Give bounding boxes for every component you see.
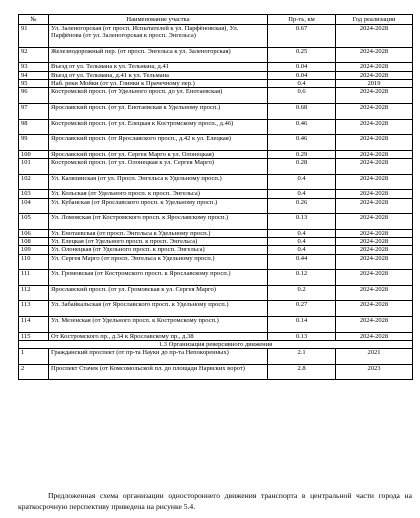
row-length: 0.13 bbox=[268, 332, 336, 340]
table-row bbox=[19, 332, 413, 340]
row-number: 96 bbox=[19, 88, 49, 104]
row-number: 100 bbox=[19, 150, 49, 158]
table-row bbox=[19, 229, 413, 237]
row-length: 0.04 bbox=[268, 71, 336, 79]
row-name: Ул. Калязинская (от ул. Просп. Энгельса к Удельному просп.) bbox=[49, 174, 268, 190]
row-number: 2 bbox=[19, 364, 49, 380]
table-row bbox=[19, 246, 413, 254]
header-year: Год реализации bbox=[336, 15, 413, 25]
header-num: № bbox=[19, 15, 49, 25]
row-number: 94 bbox=[19, 71, 49, 79]
table-row bbox=[19, 238, 413, 246]
row-name: Ул. Сергея Марго (от просп. Энгельса к Удельному просп.) bbox=[49, 254, 268, 270]
row-year: 2024-2028 bbox=[336, 159, 413, 175]
table-row bbox=[19, 190, 413, 198]
row-length: 0.26 bbox=[268, 198, 336, 214]
table-body-reverse bbox=[19, 349, 413, 380]
row-name: Ул. Кольская (от Удельного просп. к просп. Энгельса) bbox=[49, 190, 268, 198]
caption-paragraph bbox=[18, 490, 412, 512]
table-row bbox=[19, 150, 413, 158]
row-name: Въезд от ул. Тельмана, д.41 к ул. Тельмана bbox=[49, 71, 268, 79]
row-name: Ул. Елецкая (от Удельного просп. к просп. Энгельса) bbox=[49, 238, 268, 246]
row-number: 95 bbox=[19, 80, 49, 88]
row-number: 93 bbox=[19, 63, 49, 71]
row-year: 2024-2028 bbox=[336, 229, 413, 237]
row-length: 0.4 bbox=[268, 190, 336, 198]
row-year: 2024-2028 bbox=[336, 316, 413, 332]
table-row bbox=[19, 270, 413, 286]
row-number: 112 bbox=[19, 285, 49, 301]
row-year: 2024-2028 bbox=[336, 301, 413, 317]
section-title: 1.3 Организация реверсивного движения bbox=[19, 340, 413, 348]
row-year: 2024-2028 bbox=[336, 103, 413, 119]
row-year: 2021 bbox=[336, 349, 413, 365]
row-length: 0.25 bbox=[268, 47, 336, 63]
table-row bbox=[19, 71, 413, 79]
row-length: 0.67 bbox=[268, 25, 336, 48]
row-number: 106 bbox=[19, 229, 49, 237]
row-name: Железнодорожный пер. (от просп. Энгельса к ул. Заленогорская) bbox=[49, 47, 268, 63]
row-year: 2024-2028 bbox=[336, 246, 413, 254]
row-number: 99 bbox=[19, 135, 49, 151]
table-row bbox=[19, 316, 413, 332]
row-length: 0.04 bbox=[268, 63, 336, 71]
row-year: 2024-2028 bbox=[336, 119, 413, 135]
row-length: 0.4 bbox=[268, 229, 336, 237]
row-name: Гражданский проспект (от пр-та Науки до пр-та Непокоренных) bbox=[49, 349, 268, 365]
table-row bbox=[19, 135, 413, 151]
caption-text: Предложенная схема организации одностороннего движения транспорта в центральной части города на краткосрочную перспективу приведена на рисунке 5.4. bbox=[18, 491, 412, 511]
row-number: 108 bbox=[19, 238, 49, 246]
row-name: Ярославский просп. (от Ярославского просп., д.42 к ул. Елецкая) bbox=[49, 135, 268, 151]
row-year: 2024-2028 bbox=[336, 88, 413, 104]
row-year: 2024-2028 bbox=[336, 285, 413, 301]
row-name: Ул. Олонецкая (от Удельного просп. к просп. Энгельса) bbox=[49, 246, 268, 254]
section-header bbox=[19, 340, 413, 348]
row-year: 2024-2028 bbox=[336, 150, 413, 158]
row-name: Проспект Стачек (от Комсомольской пл. до площади Нарвских ворот) bbox=[49, 364, 268, 380]
row-name: Ул. Енотаевская (от просп. Энгельса к Удельному просп.) bbox=[49, 229, 268, 237]
table-row bbox=[19, 25, 413, 48]
table-row bbox=[19, 174, 413, 190]
row-length: 2.1 bbox=[268, 349, 336, 365]
table-row bbox=[19, 119, 413, 135]
row-number: 1 bbox=[19, 349, 49, 365]
row-length: 0.68 bbox=[268, 103, 336, 119]
row-length: 0.12 bbox=[268, 270, 336, 286]
row-length: 0.6 bbox=[268, 88, 336, 104]
row-length: 0.28 bbox=[268, 159, 336, 175]
row-year: 2024-2028 bbox=[336, 214, 413, 230]
table-row bbox=[19, 254, 413, 270]
row-year: 2019 bbox=[336, 80, 413, 88]
row-year: 2024-2028 bbox=[336, 71, 413, 79]
row-number: 104 bbox=[19, 198, 49, 214]
table-row bbox=[19, 63, 413, 71]
row-number: 98 bbox=[19, 119, 49, 135]
row-number: 105 bbox=[19, 214, 49, 230]
table-body bbox=[19, 25, 413, 341]
row-name: От Костромского пр., д.34 к Ярославскому пр., д.38 bbox=[49, 332, 268, 340]
row-number: 115 bbox=[19, 332, 49, 340]
road-sections-table bbox=[18, 14, 413, 380]
row-name: Въезд от ул. Тельмана к ул. Тельмана, д.41 bbox=[49, 63, 268, 71]
table-row bbox=[19, 80, 413, 88]
table-row bbox=[19, 103, 413, 119]
row-name: Костромской просп. (от ул. Елецкая к Костромскому просп., д.46) bbox=[49, 119, 268, 135]
row-number: 91 bbox=[19, 25, 49, 48]
row-name: Ул. Мезенская (от Удельного просп. к Костромскому просп.) bbox=[49, 316, 268, 332]
row-number: 109 bbox=[19, 246, 49, 254]
row-name: Костромской просп. (от ул. Олонецкая к ул. Сергея Марго) bbox=[49, 159, 268, 175]
row-name: Ул. Громовская (от Костромского просп. к Ярославскому просп.) bbox=[49, 270, 268, 286]
row-name: Ул. Забайкальская (от Ярославского просп. к Удельному просп.) bbox=[49, 301, 268, 317]
row-length: 2.8 bbox=[268, 364, 336, 380]
row-number: 102 bbox=[19, 174, 49, 190]
row-year: 2024-2028 bbox=[336, 25, 413, 48]
row-name: Ярославский просп. (от ул. Громовская к ул. Сергея Марго) bbox=[49, 285, 268, 301]
table-row bbox=[19, 47, 413, 63]
row-length: 0.4 bbox=[268, 174, 336, 190]
row-name: Ярославский просп. (от ул. Енотаевская к Удельному просп.) bbox=[49, 103, 268, 119]
row-year: 2024-2028 bbox=[336, 254, 413, 270]
row-year: 2023 bbox=[336, 364, 413, 380]
row-year: 2024-2028 bbox=[336, 174, 413, 190]
row-name: Ул. Ломовская (от Костромского просп. к Ярославскому просп.) bbox=[49, 214, 268, 230]
row-length: 0.27 bbox=[268, 301, 336, 317]
table-row bbox=[19, 364, 413, 380]
row-year: 2024-2028 bbox=[336, 63, 413, 71]
row-name: Ул. Кубанская (от Ярославского просп. к Удельному просп.) bbox=[49, 198, 268, 214]
table-header-row bbox=[19, 15, 413, 25]
row-name: Костромской просп. (от Удельного просп. до ул. Енотаевская) bbox=[49, 88, 268, 104]
row-year: 2024-2028 bbox=[336, 47, 413, 63]
row-name: Ул. Заленогорская (от просп. Испытателей к ул. Парфёновская), Ул. Парфёнова (от ул. Заленогорская к просп. Энгельса) bbox=[49, 25, 268, 48]
row-length: 0.44 bbox=[268, 254, 336, 270]
table-row bbox=[19, 285, 413, 301]
row-year: 2024-2028 bbox=[336, 198, 413, 214]
row-length: 0.4 bbox=[268, 238, 336, 246]
row-year: 2024-2028 bbox=[336, 238, 413, 246]
row-year: 2024-2028 bbox=[336, 190, 413, 198]
row-number: 111 bbox=[19, 270, 49, 286]
table-row bbox=[19, 88, 413, 104]
table-row bbox=[19, 301, 413, 317]
row-number: 92 bbox=[19, 47, 49, 63]
row-length: 0.46 bbox=[268, 135, 336, 151]
row-length: 0.46 bbox=[268, 119, 336, 135]
row-year: 2024-2028 bbox=[336, 270, 413, 286]
row-number: 113 bbox=[19, 301, 49, 317]
row-year: 2024-2028 bbox=[336, 135, 413, 151]
row-length: 0.2 bbox=[268, 285, 336, 301]
row-name: Ярославский просп. (от ул. Сергея Марго к ул. Олонецкая) bbox=[49, 150, 268, 158]
row-number: 101 bbox=[19, 159, 49, 175]
row-number: 114 bbox=[19, 316, 49, 332]
table-row bbox=[19, 214, 413, 230]
header-name: Наименование участка bbox=[49, 15, 268, 25]
row-length: 0.4 bbox=[268, 80, 336, 88]
row-length: 0.29 bbox=[268, 150, 336, 158]
row-name: Наб. реки Мойки (от ул. Глинки к Прачечному пер.) bbox=[49, 80, 268, 88]
row-length: 0.4 bbox=[268, 246, 336, 254]
table-row bbox=[19, 349, 413, 365]
table-row bbox=[19, 159, 413, 175]
row-length: 0.14 bbox=[268, 316, 336, 332]
row-year: 2024-2028 bbox=[336, 332, 413, 340]
row-number: 97 bbox=[19, 103, 49, 119]
row-number: 110 bbox=[19, 254, 49, 270]
header-length: Пр-ть, км bbox=[268, 15, 336, 25]
table-row bbox=[19, 198, 413, 214]
row-number: 103 bbox=[19, 190, 49, 198]
row-length: 0.13 bbox=[268, 214, 336, 230]
